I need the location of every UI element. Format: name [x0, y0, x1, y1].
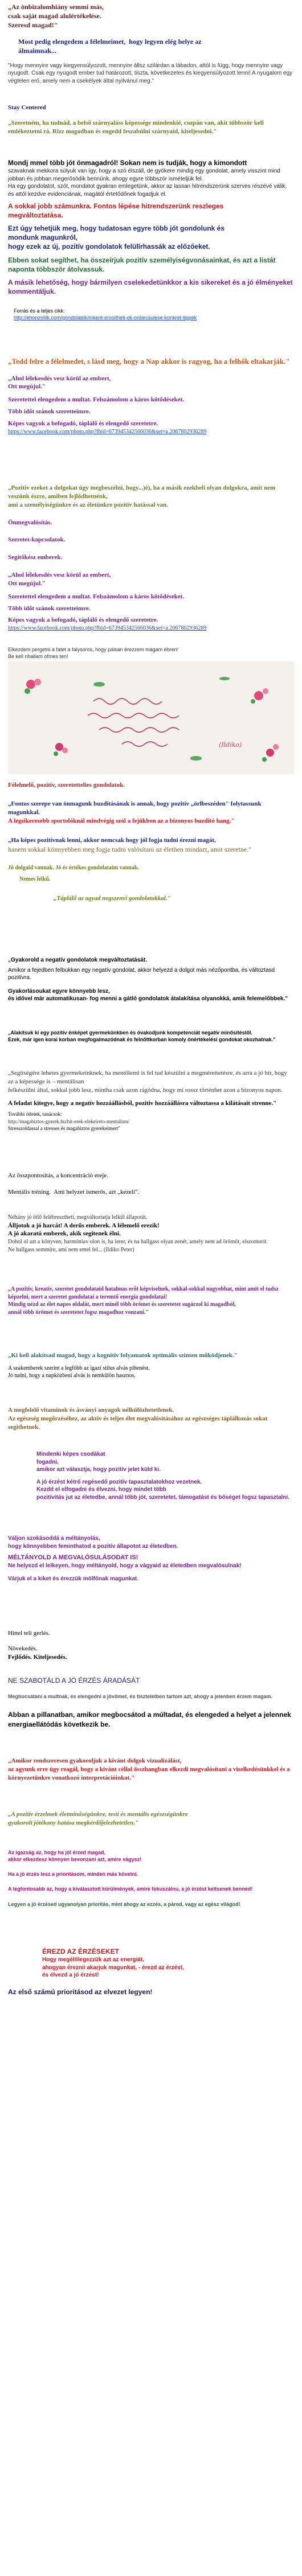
paragraph: Az igazság az, hogy ha jól érzed magad, — [8, 1850, 106, 1855]
affirmation: és élvezd a jó érzést! — [42, 1972, 99, 1979]
handwritten-note-photo — [8, 662, 294, 774]
appreciation — [0, 1535, 302, 1583]
quote: „Táplálő az agyad negszenvi gondolatokkal." — [54, 895, 171, 902]
heading: NE SZABOTÁLD A JÓ ÉRZÉS ÁRADÁSÁT — [8, 1677, 140, 1685]
highlight: A sokkal jobb számunkra. Fontos lépése hitrendszerünk reszleges — [8, 202, 224, 211]
intro-quote — [0, 2, 302, 85]
signature: (Ildiko) — [219, 741, 242, 749]
affirmation: Kezdd el elfogadni és élvezni, hogy mindet több — [36, 1486, 166, 1493]
quote: „Pozitív ezeket a dolgokat úgy megbeszélni, hogy...)é), ha a másik ezekbeli olyan dolgokra, amit nem veszünk észre, amiben fejlődhetnénk, — [8, 484, 277, 500]
quote: Mindig nézd az élet napos oldalát, mert minél több örömet és szeretetet sugárzol ki magadból, — [8, 1301, 236, 1308]
paragraph: Stresszoldassal a stresses és magabiztos gyerekeimert" — [8, 1125, 120, 1131]
affirmation: Hogy megélőlegezzük azt az energiát, — [42, 1957, 144, 1963]
affirmation: Ne helyezd el lelkeyen, hogy méltányold, hogy a vágyaid az életedben megvalósulnak! — [8, 1562, 242, 1569]
paragraph: Ha egy gondolatot, szót, mondatot gyakran emlegetünk, akkor az lassan hitrendszerünk szerves részévé válik, és attól kezdve evidenciának, magától értetődőnek fogadjuk el. — [8, 183, 288, 198]
paragraph: Néhány jó ötlő felébresztheti, megváltoztatja lelkül állapotát. — [8, 1214, 148, 1221]
positive-emotions — [0, 1810, 302, 1827]
paragraph: A feladat kitegye, hogy a negatív hozzáállásból, pozitív hozzáállásra változtassa a kilátásait strenne." — [8, 1099, 277, 1107]
growth — [0, 1629, 302, 1662]
visualization — [0, 1757, 302, 1782]
quote: „A pozitív, kreatív, szeretet gondolataid hatalmas erőt képviselnek, sokkal-sokkal nagyobbat, mint amit el tudsz képzelni, mert a szeretet gondolatai a teremtő energia gondolatai! — [8, 1286, 280, 1300]
quote: gyakorolt jótékony hatása megkérdőjelezhetetlen." — [8, 1819, 139, 1826]
self-image — [0, 1029, 302, 1043]
positive-thoughts — [0, 781, 302, 903]
quote: „Ki kell alakítsad magad, hogy a kognitív folyamatok optimális szinten működjenek." — [8, 1352, 238, 1359]
affirmation: Szeretettel elengedem a multat. Felszámolom a káros kötődéseket. — [8, 396, 185, 404]
note-image — [8, 662, 294, 774]
quote: „Ahol lélekesdés vesz körül az embert, — [8, 375, 111, 382]
quote: A legsikeresebb sportolóknál mindvégig szól a fejükben az a bizonyos buzdító hang." — [8, 817, 235, 824]
paragraph: „Segítségére lehetes gyermekeinknek, ha mentőlemi is fel tud készülni a megmérettetésre, és arra a jó hír, hogy az a képessége is – mentálisan — [8, 1070, 289, 1085]
paragraph: Mentális tréning. Ami helyzet ismerős, azt „kezeli". — [8, 1188, 140, 1195]
quote: „Szeretném, ha tudnád, a belső szárnyaláss képessége mindenkié, csupán van, akit többször kell emlékeztetni rá. Rizz magadban és engedd feszabúlni szárnyaid, kiteljesedni." — [8, 119, 266, 135]
quote: „Fontos szerepe van önmagunk buzdításának is annak, hogy pozitív „örlbeszéden" folytassunk magunkkal. — [8, 800, 263, 816]
keyword: Önmegvalósítás. — [8, 519, 52, 526]
nutrition — [0, 1406, 302, 1432]
creative-thoughts — [0, 1285, 302, 1316]
facebook-link[interactable]: https://www.facebook.com/photo.php?fbid=673945342566036&set=a.2067802936289 — [8, 625, 207, 632]
paragraph: Megbocsátani a multnak, és elengedni a jövőmet, és tiszteletben tartom azt, ahogy a jelenben érzem magam. — [8, 1694, 273, 1700]
highlight: megváltoztatása. — [8, 211, 63, 220]
affirmation: Jó dolgaid vannak. Jó és értékes gondolataim vannak. — [8, 865, 139, 872]
quote: „Amikor rendszeresen gyakoroljuk a kívánt dolgok vizualizálást, — [8, 1757, 182, 1764]
affirmation: Várjuk el a kiket és érezzük mölfőnak magunkat. — [8, 1576, 138, 1583]
affirmation: álmaimnak... — [18, 46, 57, 55]
quote: „Tedd felre a félelmedet, s lásd meg, hogy a Nap akkor is ragyog, ha a felhők eltakarják." — [8, 357, 290, 365]
paragraph: A szakemberek szerint a legfőbb az igazi stílus alvás pihenést. — [8, 1365, 150, 1371]
paragraph: Ne hallgass semmire, ami nem emel fel... (Ildiko Peter) — [8, 1246, 134, 1253]
caption-line: Elkezdem pergetni a fatet a falysoros, hogy pálsan érezzem magam ébren! — [8, 647, 179, 652]
paragraph: A jó akaratú emberek, akik segítenek élni. — [8, 1230, 121, 1238]
paragraph: További ötletek, tanácsok: — [8, 1111, 62, 1118]
affirmation: Képes vagyok a befogadó, táplálő és elengedő szeretetre. — [8, 420, 158, 427]
paragraph: Fejlődés. Kiteljesedés. — [8, 1653, 67, 1661]
paragraph: Álljotok a jó harcát! A derűs emberek. A lélemelő erezik! — [8, 1222, 160, 1229]
source-link[interactable]: http://ehonzoltik.com/gondolatok/mkent-erositheti-ok-onbecsulese-konkret-tippek — [14, 315, 197, 321]
paragraph: akkor elkezdesz könnyen bevonzani azt, amire vágysz! — [8, 1856, 142, 1863]
negative-thought-change — [0, 956, 302, 1003]
paragraph: Legyen a jó érzésed ugyanolyan prioritás, mint ahogy az ezzés, a párod, vagy az egész világod! — [8, 1901, 240, 1907]
feel-good — [0, 1676, 302, 1729]
affirmation: Több időt szánok szeretteimre. — [8, 408, 91, 416]
affirmation: Szeretettel elengedem a multat. Felszámolom a káros kötődéseket. — [8, 593, 185, 600]
quote: „Ha képes pozitívnak lenni, akkor nemcsak hogy jól fogja tudni érezni magát, — [8, 837, 216, 844]
paragraph: szavaknak mekkora súlyuk van így, hogy a szó élszáll, de gyökere mindig egy gondolat, amely visszint mind jobban és jobban megerősödik bennünk, ahogy egyre többször ismételjük fel. — [8, 168, 282, 182]
highlight: A másik lehetőség, hogy bármilyen cselekedetünkkor a kis sikereket és a jó élményeket kommentáljuk. — [8, 278, 295, 295]
quote: hanem sokkal könnyebben meg fogja tudni valósítani az élethen mindazt, amit szeretne." — [8, 845, 252, 854]
mental-preparation — [0, 1069, 302, 1132]
affirmation: amikor azt választja, hogy pozitív jelet küld ki. — [36, 1466, 161, 1473]
affirmation: hogy könnyebben feminthatod a pozitív állapotot az életedben. — [8, 1543, 178, 1550]
affirmation: fogadni, — [36, 1458, 59, 1465]
section-title: Félelmelő, pozitív, szeretettelies gondolatok. — [8, 782, 125, 788]
highlight: hogy ezek az új, pozitív gondolatok felülírhassák az előzőeket. — [8, 242, 210, 250]
keyword: Szeretet-kapcsolatok. — [8, 536, 66, 544]
paragraph: felkészülni által, sokkal jobb lesz, mintha csak azon rágódna, hogy mi rossz történhet azon a bizonyos napon. — [8, 1086, 283, 1094]
section-title: Stay Centered — [8, 104, 46, 111]
quote: annál több örömet és szeretetet fogsz magadhoz vonzani." — [8, 1309, 149, 1316]
final-line: Az első számú prioritásod az elvezet legyen! — [8, 1987, 153, 1996]
quote: Az egészség megőrzéséhez, az aktív és teljes élet megvalósításához az egészséges táplálkozás sokat segíthetnek. — [8, 1415, 270, 1431]
paragraph: Dohol ol azt a könyven, harmóniav olon is, ha lerer, és na hallgass olyan zenét, amely nem ad örömöt, elszomorít. — [8, 1239, 268, 1246]
truth — [0, 1849, 302, 1908]
heading: ÉREZD AZ ÉRZÉSEKET — [42, 1948, 119, 1955]
affirmation: Mindenki képes csodákat — [36, 1451, 105, 1457]
paragraph: Gyakorlásoukat egyre könnyebb lesz, — [8, 988, 110, 995]
quote: Ott megújul." — [8, 383, 46, 391]
paragraph: Az összpontosítás, a koncentráció ereje. — [8, 1172, 108, 1179]
highlight: mondunk magunkról, — [8, 233, 78, 241]
caption-line: Be kell nhallam ofmes ten! — [8, 654, 68, 660]
sun-quote — [0, 356, 302, 436]
facebook-link[interactable]: https://www.facebook.com/photo.php?fbid=673945342566036&set=a.2067802936289 — [8, 428, 207, 435]
quote: „Alakítsuk ki egy pozitív énképet gyermekünkben és óvakodjunk kompetenciát negatív minősítéstől. — [8, 1030, 253, 1036]
quote: az agyunk erre úgy reagál, hogy a kívánt céllal összhangban elkezdi megvalósítani a viselkedésünkkel és a környezetünkre vonatkozó interpretációinkat." — [8, 1765, 292, 1781]
paragraph: A legfontosabb az, hogy a kiválasztott körülmények, amire fokuszálnu, a jó érzést keltsenek benned! — [8, 1886, 253, 1892]
quote: A megfelelő vitaminok és ásványi anyagok nélkülözhetetlenek. — [8, 1407, 174, 1414]
photo-caption — [0, 646, 302, 660]
highlight: Ebben sokat segíthet, ha összeírjuk pozitív személyiségvonásainkat, és azt a listát naponta többször átolvassuk. — [8, 256, 277, 274]
affirmation: pozitívitás jut az életedbe, annál több jót, szeretetet, támogatást és bőséget fogsz tapasztalni. — [36, 1494, 289, 1501]
quote: „A pozitív érzelmek életminőségünkre, testi és mentális egészségünkre — [8, 1811, 188, 1818]
affirmation: Képes vagyok a befogadó, táplálő és elengedő szeretetre. — [8, 617, 158, 624]
highlight: Ezt úgy tehetjük meg, hogy tudatosan egyre több jót gondolunk és — [8, 224, 225, 232]
feel-feelings — [0, 1947, 302, 1996]
paragraph: "Hogy mennyire vagy kiegyensúlyozott, mennyire állsz szilárdan a lábadon, attól is függ, hogy mennyire vagy nyugodt. Csak egy nyugodt ember tud határozott, tiszta, következetes és kiegyensúlyozott lenni! A nyugalom egy végtelen erő, amely nem a csekélyek által nyilvánul meg." — [8, 62, 294, 84]
relationships — [0, 484, 302, 632]
paragraph: Abban a pillanatban, amikor megbocsátod a múltadat, és elengeded a helyet a jelennek energiaellátódás következik be. — [8, 1711, 293, 1728]
resource-link[interactable]: http://magabiztos-gyerek.hu/hit-erek-elekeireto-mentalism/ — [8, 1118, 130, 1124]
affirmation: A jó érzést kétrő regésedő pozitív tapasztalatokhoz vezetnek. — [36, 1478, 202, 1485]
quote-line: „Az önbizalomhiány semmi más, — [8, 3, 104, 11]
quote: Ezek, már igen korai korban megfogalmazódnak és felnőttkorban komoly önértékelési gondokat okozhatnak." — [8, 1037, 276, 1043]
paragraph: Jó tudni, hogy a napközbeni alvás is nemkülön hasznos. — [8, 1373, 136, 1379]
quote: ami a személyiségünkre és az életünkre pozitív hatással van. — [8, 501, 168, 508]
keyword: Segítőkész emberek. — [8, 554, 63, 561]
quote: „Ahol lélekesdés vesz körül az embert, — [8, 572, 111, 579]
quote-line: Szeresd magad!" — [8, 21, 58, 30]
affirmation: Több időt szánok szeretteimre. — [8, 605, 91, 612]
article-heading: Mondj mmel több jót önmagadról! Sokan nem is tudják, hogy a kimondott — [8, 159, 247, 167]
stay-centered — [0, 104, 302, 136]
paragraph: Növekedés. — [8, 1645, 38, 1652]
heading: MÉLTÁNYOLD A MEGVALÓSULÁSODAT IS! — [8, 1554, 138, 1561]
cognitive — [0, 1351, 302, 1380]
paragraph: Amikor a fejedben felbukkan egy negatív gondolat, akkor helyezd a dolgot más nézőpontba, és változtasd pozitívra. — [8, 967, 276, 981]
affirmation: Nemes lelkű. — [19, 876, 51, 882]
affirmation: Váljon szokásoddá a méltányolás, — [8, 1535, 100, 1542]
miracles — [0, 1451, 302, 1501]
paragraph: Ha a jó érzés lesz a prioritásom, minden más követni. — [8, 1871, 138, 1877]
paragraph: és idővel már automatikusan- fog menni a gátló gondolatok átalakítása olyanokká, amik felemelőbbek." — [8, 996, 288, 1002]
good-people — [0, 1214, 302, 1254]
affirmation: ahogyan éreznii akarjuk magunkat, - érezd az érzést, — [42, 1964, 184, 1971]
article — [0, 158, 302, 328]
source-label: Forrás és a teljes cikk: — [14, 308, 65, 314]
concentration — [0, 1172, 302, 1197]
paragraph: Hittel teli gerlés. — [8, 1630, 50, 1637]
affirmation: Most pedig elengedem a félelmeimet, hogy legyen elég helye az — [18, 37, 202, 46]
quote: „Gyakorold a negatív gondolatok megváltoztatását. — [8, 957, 147, 963]
quote-line: csak saját magad alulértékelése. — [8, 12, 101, 20]
quote: Ott megújul." — [8, 580, 46, 587]
